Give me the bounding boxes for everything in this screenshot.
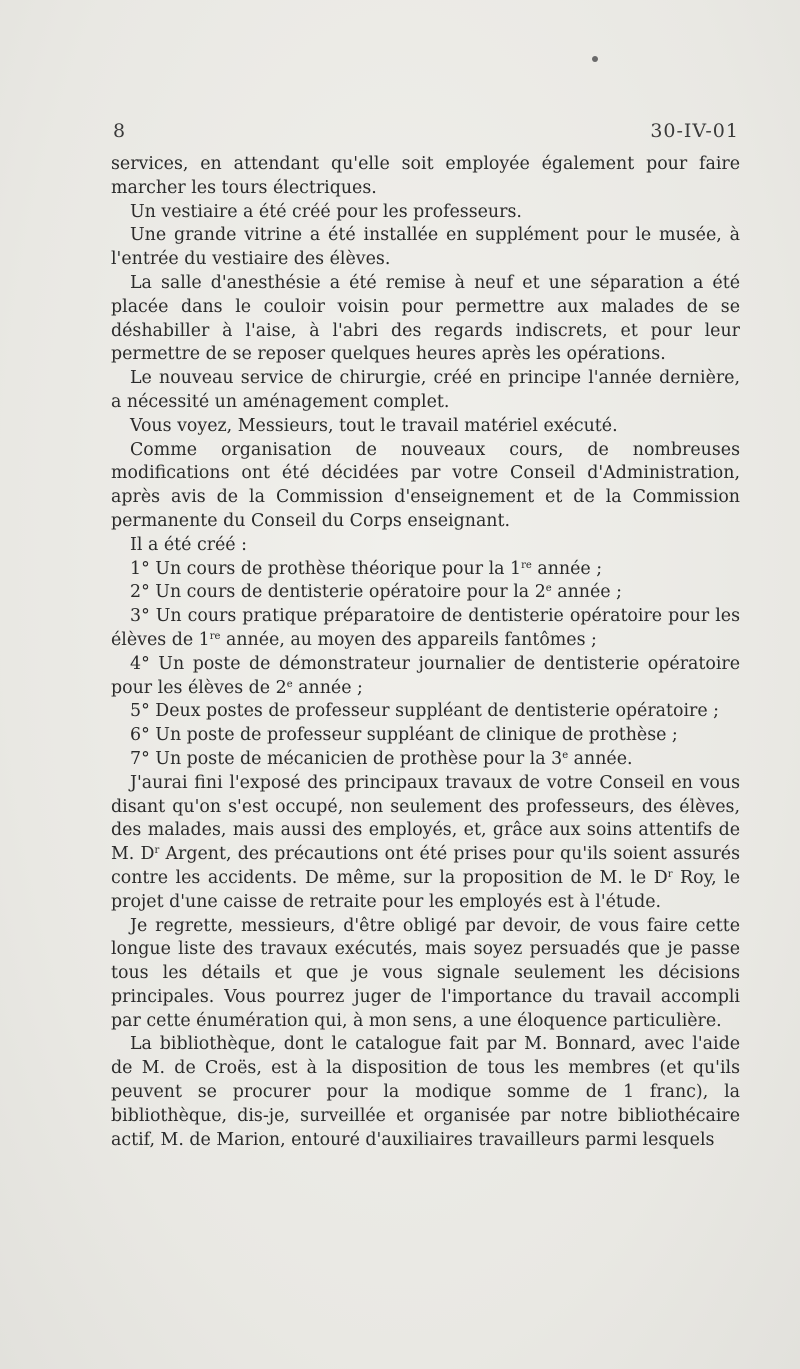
ordinal-superscript: re xyxy=(209,630,221,642)
list-item-text: 3° Un cours pratique préparatoire de dentisterie opératoire pour les élèves de 1 xyxy=(111,606,740,650)
paragraph xyxy=(111,772,740,915)
paragraph: La salle d'anesthésie a été remise à neuf et une séparation a été placée dans le couloir voisin pour permettre aux malades de se déshabiller à l'aise, à l'abri des regards indiscrets, et pour leur permettre de se reposer quelques heures après les opérations. xyxy=(111,272,740,365)
paragraph-text: Argent, des précautions ont été prises pour qu'ils soient assurés contre les accidents. De même, sur la proposition de M. le D xyxy=(111,844,741,888)
title-superscript: r xyxy=(154,845,160,857)
ink-speck xyxy=(592,56,598,62)
list-item-text: année, au moyen des appareils fantômes ; xyxy=(220,629,597,650)
paragraph: Vous voyez, Messieurs, tout le travail matériel exécuté. xyxy=(130,415,618,436)
list-item-text: année. xyxy=(568,748,633,769)
ordinal-superscript: re xyxy=(521,559,532,571)
paragraph: services, en attendant qu'elle soit employée également pour faire marcher les tours électriques. xyxy=(111,154,740,198)
header-date: 30-IV-01 xyxy=(650,120,739,142)
list-item-text: 4° Un poste de démonstrateur journalier de dentisterie opératoire pour les élèves de 2 xyxy=(111,653,740,698)
paragraph-text: Roy, le projet d'une caisse de retraite pour les employés est à l'étude. xyxy=(111,867,741,912)
title-superscript: r xyxy=(667,868,673,880)
list-item-text: 7° Un poste de mécanicien de prothèse pour la 3 xyxy=(130,748,563,769)
paragraph: Comme organisation de nouveaux cours, de nombreuses modifications ont été décidées par votre Conseil d'Administration, après avis de la Commission d'enseignement et de la Commission permanente du Conseil du Corps enseignant. xyxy=(111,439,740,531)
list-item xyxy=(111,748,740,772)
list-item xyxy=(111,558,740,582)
paragraph: Le nouveau service de chirurgie, créé en principe l'année dernière, a nécessité un aménagement complet. xyxy=(111,368,740,412)
paragraph-text: J'aurai fini l'exposé des principaux travaux de votre Conseil en vous disant qu'on s'est occupé, non seulement des professeurs, des élèves, des malades, mais aussi des employés, et, grâce aux soins attentifs de M. D xyxy=(111,772,740,865)
paragraph: Une grande vitrine a été installée en supplément pour le musée, à l'entrée du vestiaire des élèves. xyxy=(111,225,740,270)
paragraph: Un vestiaire a été créé pour les professeurs. xyxy=(130,201,522,222)
list-item xyxy=(111,581,740,605)
list-item-text: 1° Un cours de prothèse théorique pour la 1 xyxy=(130,558,522,579)
list-item xyxy=(111,653,740,701)
ordinal-superscript: e xyxy=(562,749,569,761)
ordinal-superscript: e xyxy=(545,583,552,595)
paragraph: La bibliothèque, dont le catalogue fait par M. Bonnard, avec l'aide de M. de Croës, est à la disposition de tous les membres (et qu'ils peuvent se procurer pour la modique somme de 1 franc), la bibliothèque, dis-je, surveillée et organisée par notre bibliothécaire actif, M. de Marion, entouré d'auxiliaires travailleurs parmi lesquels xyxy=(111,1034,740,1150)
list-item xyxy=(111,605,740,653)
list-item-text: année ; xyxy=(531,558,603,579)
list-item-text: année ; xyxy=(551,582,622,603)
body-text xyxy=(111,153,740,1152)
paragraph: Il a été créé : xyxy=(130,534,247,555)
list-item-text: année ; xyxy=(292,677,363,698)
list-item-text: 2° Un cours de dentisterie opératoire pour la 2 xyxy=(130,582,546,603)
running-header xyxy=(113,120,739,148)
list-item: 6° Un poste de professeur suppléant de clinique de prothèse ; xyxy=(130,725,678,746)
page-number: 8 xyxy=(113,120,126,142)
paragraph: Je regrette, messieurs, d'être obligé par devoir, de vous faire cette longue liste des travaux exécutés, mais soyez persuadés que je passe tous les détails et que je vous signale seulement les décisions principales. Vous pourrez juger de l'importance du travail accompli par cette énumération qui, à mon sens, a une éloquence particulière. xyxy=(111,915,740,1031)
ordinal-superscript: e xyxy=(286,678,293,690)
list-item: 5° Deux postes de professeur suppléant de dentisterie opératoire ; xyxy=(130,701,720,722)
